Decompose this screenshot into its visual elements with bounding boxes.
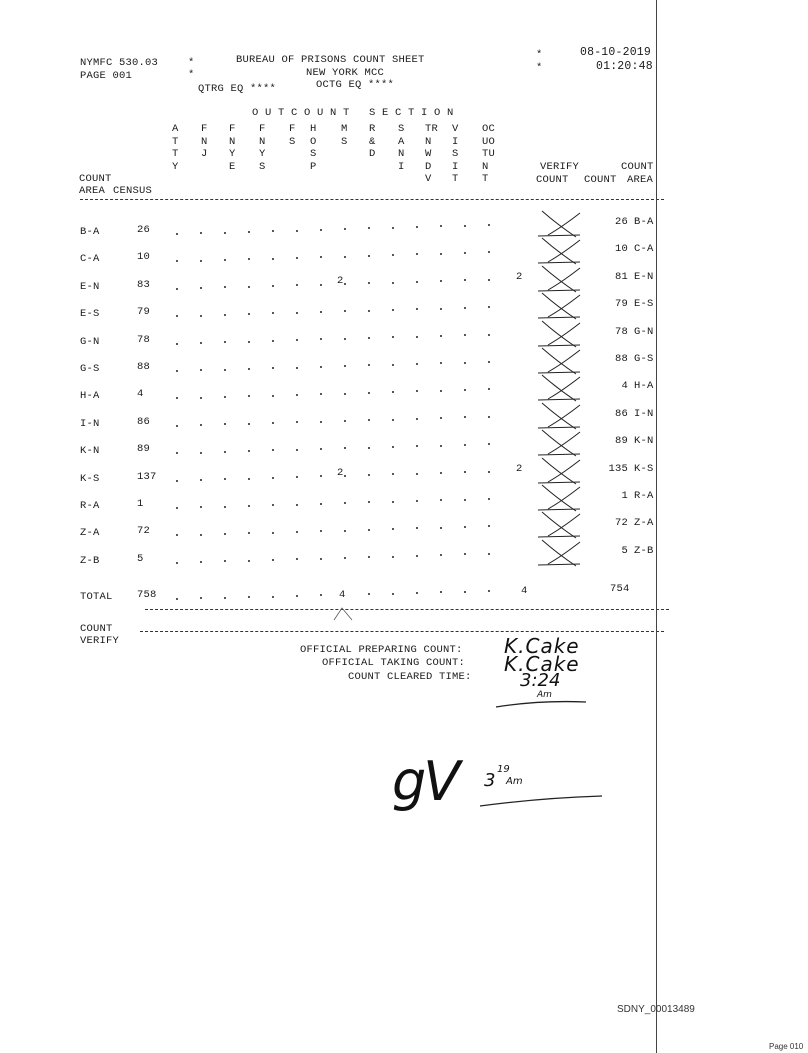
column-header-visit-line: I [452,160,459,173]
total-hosp: 4 [339,589,346,601]
row-count-area: E-S [634,298,654,311]
row-hosp-value: 2 [337,466,344,479]
column-header-fs-line: F [289,123,296,135]
row-census: 10 [137,251,151,264]
row-area: R-A [80,500,100,512]
row-count-area: K-N [634,435,654,448]
column-header-visit-line: S [452,148,459,160]
row-count-area: Z-B [634,544,654,557]
row-hosp-value: 2 [337,274,344,287]
column-header-fnys-line: Y [259,148,266,160]
column-header-fnye-line: F [229,123,236,135]
row-count-value: 26 [614,216,628,228]
handwritten-initials: gV [392,750,458,813]
row-census: 78 [137,333,151,346]
row-area: K-N [80,445,100,458]
row-count-value: 79 [614,298,628,311]
row-area: G-S [80,363,100,375]
column-header-ms-line: M [341,123,348,135]
total-census: 758 [137,589,157,601]
row-census: 1 [137,498,144,510]
column-header-fnye-line: E [229,160,236,173]
column-header-ocuotunt-line: OC [482,123,496,135]
row-census: 5 [137,552,144,565]
column-header-fnj-line: F [201,123,208,135]
row-count-area: I-N [634,407,654,420]
handwritten-time-minutes: 19 [497,764,510,775]
column-header-trndwv-line: V [425,173,432,185]
handwritten-ampm: Am [506,776,523,787]
report-id: NYMFC 530.03 [80,57,159,69]
qtrg-eq: QTRG EQ **** [198,83,277,95]
row-count-value: 1 [621,490,628,502]
row-count-value: 5 [621,544,628,557]
row-count-area: Z-A [634,517,654,530]
row-count-value: 88 [614,353,628,365]
column-header-hosp-line: S [310,148,317,160]
column-header-sani-line: N [398,148,405,160]
column-header-trndwv-line: D [425,160,432,173]
column-header-fs-line: S [289,135,296,148]
page-label: PAGE 001 [80,70,133,82]
row-count-area: G-S [634,353,654,365]
column-header-ocuotunt-line: UO [482,135,496,148]
handwritten-time: 3 [484,770,496,791]
row-count-area: E-N [634,270,654,283]
row-census: 26 [137,224,151,236]
column-header-atty-line: Y [172,160,179,173]
count-header-right: COUNT [584,174,617,186]
header-star-3: * [536,49,543,61]
column-header-visit-line: I [452,135,459,148]
column-header-visit-line: V [452,123,459,135]
column-header-sani-line: A [398,135,405,148]
cleared-time-handwritten: 3:24 [520,670,561,691]
total-count: 754 [610,583,630,595]
column-header-ocuotunt-line: N [482,160,489,173]
row-census: 72 [137,525,151,538]
row-census: 4 [137,388,144,401]
row-count-area: B-A [634,216,654,228]
row-count-area: G-N [634,325,654,338]
row-count-area: K-S [634,462,654,475]
page-number: Page 010 [769,1042,804,1051]
column-header-fnys-line: F [259,123,266,135]
column-header-atty-line: T [172,135,179,148]
outcount-section-title: O U T C O U N T S E C T I O N [252,107,454,119]
row-count-value: 10 [614,243,628,256]
row-census: 79 [137,306,151,319]
column-header-fnys-line: S [259,160,266,173]
column-header-trndwv-line: W [425,148,432,160]
taking-signature: K.Cake [504,652,580,676]
row-area: I-N [80,417,100,430]
bates-number: SDNY_00013489 [617,1004,695,1015]
column-header-rad-line: & [369,135,376,148]
row-area: H-A [80,390,100,403]
row-census: 83 [137,278,151,291]
header-star-4: * [536,62,543,74]
row-count-area: C-A [634,243,654,256]
verify-header: VERIFY [540,161,580,173]
column-header-fnj-line: N [201,135,208,148]
count-header: COUNT [79,173,112,185]
verify-count-header: COUNT [536,174,569,186]
total-label: TOTAL [80,591,113,603]
column-header-trndwv-line: N [425,135,432,148]
column-header-hosp-line: O [310,135,317,148]
row-outcount-value: 2 [516,270,523,283]
column-header-sani-line: I [398,160,405,173]
row-area: Z-B [80,554,100,567]
row-outcount-value: 2 [516,462,523,475]
row-count-area: H-A [634,380,654,393]
count-verify-label-1: COUNT [80,623,113,635]
header-star: * [188,57,195,69]
column-header-fnye-line: Y [229,148,236,160]
column-header-fnys-line: N [259,135,266,148]
column-header-ocuotunt-line: TU [482,148,496,160]
row-census: 137 [137,470,157,483]
area-header-right: AREA [627,174,654,186]
report-time: 01:20:48 [596,60,653,73]
row-area: Z-A [80,527,100,540]
column-header-fnj-line: J [201,148,208,160]
row-count-value: 78 [614,325,628,338]
column-header-rad-line: R [369,123,376,135]
official-preparing-label: OFFICIAL PREPARING COUNT: [300,644,463,656]
row-count-area: R-A [634,490,654,502]
row-count-value: 86 [614,407,628,420]
column-header-sani-line: S [398,123,405,135]
row-area: E-N [80,280,100,293]
column-header-visit-line: T [452,173,459,185]
column-header-trndwv-line: TR [425,123,439,135]
column-header-ms-line: S [341,135,348,148]
row-census: 88 [137,361,151,373]
count-cleared-label: COUNT CLEARED TIME: [348,671,472,683]
cleared-ampm-handwritten: Am [537,690,552,700]
preparing-signature: K.Cake [504,634,580,658]
row-count-value: 72 [614,517,628,530]
row-count-value: 81 [614,270,628,283]
column-header-fnye-line: N [229,135,236,148]
row-area: B-A [80,226,100,238]
row-area: G-N [80,335,100,348]
row-count-value: 89 [614,435,628,448]
octg-eq: OCTG EQ **** [316,79,395,91]
column-header-hosp-line: H [310,123,317,135]
official-taking-label: OFFICIAL TAKING COUNT: [322,657,466,669]
count-verify-label-2: VERIFY [80,635,120,647]
count-header-right-2: COUNT [621,161,654,173]
report-date: 08-10-2019 [580,46,652,59]
column-header-atty-line: T [172,148,179,160]
column-header-atty-line: A [172,123,179,135]
row-area: E-S [80,308,100,321]
row-count-value: 135 [608,462,628,475]
report-title: BUREAU OF PRISONS COUNT SHEET [236,54,425,66]
row-census: 86 [137,415,151,428]
row-count-value: 4 [621,380,628,393]
census-header: CENSUS [113,185,153,197]
right-margin-rule [656,0,657,1053]
area-header: AREA [79,185,106,197]
row-area: C-A [80,253,100,266]
column-header-hosp-line: P [310,160,317,173]
header-star-2: * [188,69,195,81]
column-header-ocuotunt-line: T [482,173,489,185]
total-ocunt: 4 [521,585,528,597]
institution-name: NEW YORK MCC [306,67,385,79]
row-census: 89 [137,443,151,456]
column-header-rad-line: D [369,148,376,160]
row-area: K-S [80,472,100,485]
